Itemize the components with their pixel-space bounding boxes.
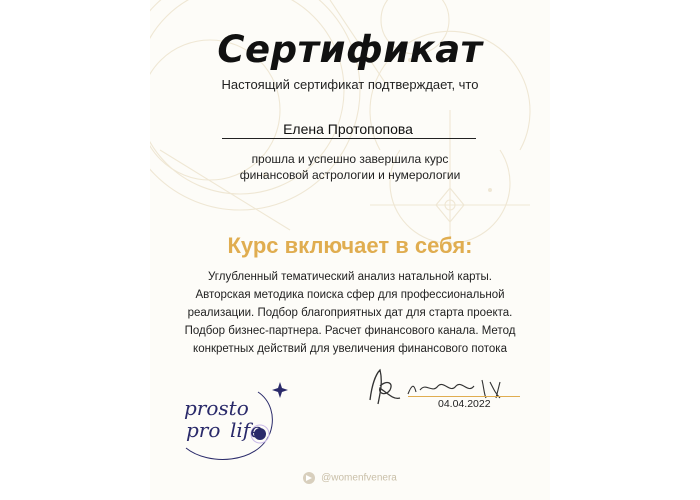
certificate-title: Сертификат <box>217 28 483 71</box>
prosto-pro-life-logo <box>178 378 288 468</box>
signature-date: 04.04.2022 <box>438 398 491 410</box>
course-line: Авторская методика поиска сфер для профессиональной <box>195 289 505 301</box>
completion-line-1: прошла и успешно завершила курс <box>251 152 449 166</box>
logo-word-prosto: prosto <box>184 396 249 420</box>
certificate <box>150 0 550 500</box>
logo-word-pro: pro <box>186 418 221 442</box>
name-underline <box>222 138 476 139</box>
completion-text <box>150 151 550 183</box>
course-line: реализации. Подбор благоприятных дат для старта проекта. <box>187 307 513 319</box>
telegram-icon <box>303 472 315 484</box>
certificate-subtitle: Настоящий сертификат подтверждает, что <box>221 77 479 92</box>
course-description <box>150 268 550 358</box>
course-line: Подбор бизнес-партнера. Расчет финансового канала. Метод <box>184 325 516 337</box>
footer-handle[interactable]: @womenfvenera <box>321 472 397 484</box>
completion-line-2: финансовой астрологии и нумерологии <box>239 168 461 182</box>
logo-word-life: life <box>230 418 263 442</box>
recipient-name: Елена Протопопова <box>283 121 413 137</box>
signature-underline <box>408 396 520 397</box>
course-heading: Курс включает в себя: <box>227 233 473 258</box>
course-line: конкретных действий для увеличения финансового потока <box>193 343 507 355</box>
course-line: Углубленный тематический анализ натальной карты. <box>208 271 492 283</box>
footer <box>150 472 550 484</box>
